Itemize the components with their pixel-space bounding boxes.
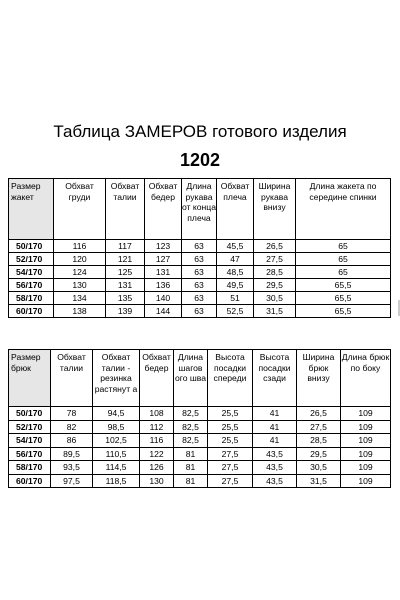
value-cell: 94,5: [93, 407, 140, 421]
value-cell: 41: [253, 420, 297, 434]
value-cell: 28,5: [254, 266, 296, 279]
value-cell: 144: [145, 305, 182, 318]
model-number: 1202: [179, 150, 221, 170]
value-cell: 49,5: [217, 279, 254, 292]
value-cell: 124: [54, 266, 106, 279]
value-cell: 26,5: [254, 240, 296, 253]
value-cell: 43,5: [253, 447, 297, 461]
header-cell: Длина шагов ого шва: [174, 350, 208, 407]
value-cell: 131: [106, 279, 145, 292]
value-cell: 63: [182, 279, 217, 292]
header-cell: Обхват бедер: [145, 179, 182, 240]
value-cell: 134: [54, 292, 106, 305]
header-cell: Размер брюк: [9, 350, 51, 407]
value-cell: 27,5: [208, 447, 253, 461]
value-cell: 30,5: [254, 292, 296, 305]
table-row: [9, 461, 391, 475]
header-cell: Ширина брюк внизу: [297, 350, 341, 407]
value-cell: 26,5: [297, 407, 341, 421]
value-cell: 27,5: [208, 461, 253, 475]
value-cell: 98,5: [93, 420, 140, 434]
table-row: [9, 407, 391, 421]
value-cell: 114,5: [93, 461, 140, 475]
value-cell: 63: [182, 240, 217, 253]
value-cell: 30,5: [297, 461, 341, 475]
value-cell: 25,5: [208, 420, 253, 434]
value-cell: 86: [51, 434, 93, 448]
value-cell: 43,5: [253, 461, 297, 475]
table-row: [9, 240, 391, 253]
header-cell: Обхват бедер: [140, 350, 174, 407]
value-cell: 109: [341, 407, 391, 421]
value-cell: 97,5: [51, 474, 93, 488]
value-cell: 63: [182, 266, 217, 279]
size-cell: 52/170: [9, 253, 54, 266]
value-cell: 127: [145, 253, 182, 266]
table-row: [9, 305, 391, 318]
value-cell: 63: [182, 305, 217, 318]
size-cell: 50/170: [9, 407, 51, 421]
value-cell: 140: [145, 292, 182, 305]
jacket-measurements-table: [8, 178, 391, 318]
value-cell: 126: [140, 461, 174, 475]
value-cell: 25,5: [208, 407, 253, 421]
header-cell: Длина рукава от конца плеча: [182, 179, 217, 240]
value-cell: 65: [296, 240, 391, 253]
document-title: Таблица ЗАМЕРОВ готового изделия: [53, 122, 347, 141]
header-cell: Длина жакета по середине спинки: [296, 179, 391, 240]
value-cell: 51: [217, 292, 254, 305]
value-cell: 65: [296, 266, 391, 279]
value-cell: 81: [174, 461, 208, 475]
value-cell: 108: [140, 407, 174, 421]
header-cell: Обхват талии - резинка растянут а: [93, 350, 140, 407]
value-cell: 81: [174, 447, 208, 461]
value-cell: 138: [54, 305, 106, 318]
value-cell: 65: [296, 253, 391, 266]
value-cell: 130: [54, 279, 106, 292]
table-row: [9, 253, 391, 266]
value-cell: 28,5: [297, 434, 341, 448]
value-cell: 41: [253, 434, 297, 448]
value-cell: 65,5: [296, 292, 391, 305]
header-cell: Обхват талии: [51, 350, 93, 407]
value-cell: 82,5: [174, 420, 208, 434]
table-row: [9, 266, 391, 279]
size-cell: 56/170: [9, 279, 54, 292]
header-cell: Обхват талии: [106, 179, 145, 240]
value-cell: 117: [106, 240, 145, 253]
header-cell: Обхват груди: [54, 179, 106, 240]
value-cell: 121: [106, 253, 145, 266]
value-cell: 109: [341, 474, 391, 488]
header-cell: Размер жакет: [9, 179, 54, 240]
value-cell: 93,5: [51, 461, 93, 475]
value-cell: 27,5: [297, 420, 341, 434]
size-cell: 60/170: [9, 474, 51, 488]
value-cell: 110,5: [93, 447, 140, 461]
value-cell: 109: [341, 461, 391, 475]
size-cell: 54/170: [9, 434, 51, 448]
value-cell: 109: [341, 434, 391, 448]
value-cell: 120: [54, 253, 106, 266]
value-cell: 82,5: [174, 407, 208, 421]
header-cell: Обхват плеча: [217, 179, 254, 240]
trousers-measurements-table: [8, 349, 391, 488]
value-cell: 89,5: [51, 447, 93, 461]
value-cell: 82: [51, 420, 93, 434]
value-cell: 65,5: [296, 279, 391, 292]
size-cell: 50/170: [9, 240, 54, 253]
value-cell: 130: [140, 474, 174, 488]
value-cell: 63: [182, 253, 217, 266]
value-cell: 136: [145, 279, 182, 292]
value-cell: 47: [217, 253, 254, 266]
header-cell: Ширина рукава внизу: [254, 179, 296, 240]
header-cell: Высота посадки сзади: [253, 350, 297, 407]
size-cell: 54/170: [9, 266, 54, 279]
value-cell: 116: [140, 434, 174, 448]
value-cell: 109: [341, 420, 391, 434]
value-cell: 135: [106, 292, 145, 305]
header-cell: Длина брюк по боку: [341, 350, 391, 407]
value-cell: 27,5: [208, 474, 253, 488]
value-cell: 78: [51, 407, 93, 421]
value-cell: 31,5: [297, 474, 341, 488]
value-cell: 65,5: [296, 305, 391, 318]
value-cell: 27,5: [254, 253, 296, 266]
value-cell: 25,5: [208, 434, 253, 448]
size-cell: 52/170: [9, 420, 51, 434]
value-cell: 131: [145, 266, 182, 279]
value-cell: 31,5: [254, 305, 296, 318]
size-cell: 56/170: [9, 447, 51, 461]
value-cell: 29,5: [297, 447, 341, 461]
value-cell: 41: [253, 407, 297, 421]
size-cell: 60/170: [9, 305, 54, 318]
value-cell: 43,5: [253, 474, 297, 488]
value-cell: 63: [182, 292, 217, 305]
table-row: [9, 447, 391, 461]
value-cell: 122: [140, 447, 174, 461]
size-cell: 58/170: [9, 461, 51, 475]
table-row: [9, 434, 391, 448]
value-cell: 112: [140, 420, 174, 434]
table-row: [9, 420, 391, 434]
value-cell: 139: [106, 305, 145, 318]
value-cell: 109: [341, 447, 391, 461]
table-header-row: [9, 350, 391, 407]
value-cell: 52,5: [217, 305, 254, 318]
table-row: [9, 279, 391, 292]
value-cell: 48,5: [217, 266, 254, 279]
table-row: [9, 474, 391, 488]
table-header-row: [9, 179, 391, 240]
value-cell: 81: [174, 474, 208, 488]
value-cell: 45,5: [217, 240, 254, 253]
value-cell: 82,5: [174, 434, 208, 448]
table-row: [9, 292, 391, 305]
size-cell: 58/170: [9, 292, 54, 305]
value-cell: 118,5: [93, 474, 140, 488]
header-cell: Высота посадки спереди: [208, 350, 253, 407]
value-cell: 116: [54, 240, 106, 253]
value-cell: 123: [145, 240, 182, 253]
value-cell: 125: [106, 266, 145, 279]
value-cell: 102,5: [93, 434, 140, 448]
value-cell: 29,5: [254, 279, 296, 292]
